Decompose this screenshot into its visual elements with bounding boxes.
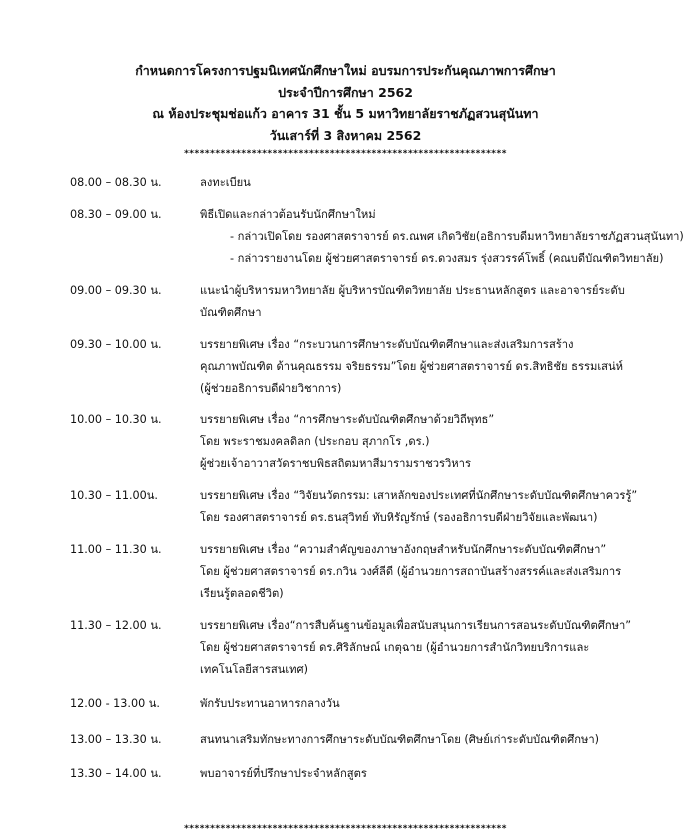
schedule-line: - กล่าวรายงานโดย ผู้ช่วยศาสตราจารย์ ดร.ดวงสมร รุ่งสวรรค์โพธิ์ (คณบดีบัณฑิตวิทยาลัย) [230, 251, 664, 265]
schedule-line: (ผู้ช่วยอธิการบดีฝ่ายวิชาการ) [200, 381, 342, 395]
schedule-line: โดย พระราชมงคลดิลก (ประกอบ สุภากโร ,ดร.) [200, 434, 430, 448]
schedule-line: คุณภาพบัณฑิต ด้านคุณธรรม จริยธรรม”โดย ผู้ช่วยศาสตราจารย์ ดร.สิทธิชัย ธรรมเสน่ห์ [200, 359, 624, 373]
schedule-line: บรรยายพิเศษ เรื่อง “ความสำคัญของภาษาอังกฤษสำหรับนักศึกษาระดับบัณฑิตศึกษา” [200, 543, 607, 556]
schedule-line: พิธีเปิดและกล่าวต้อนรับนักศึกษาใหม่ [200, 208, 376, 221]
footer-divider: ************************************************************** [184, 824, 507, 834]
schedule-line: บรรยายพิเศษ เรื่อง “กระบวนการศึกษาระดับบัณฑิตศึกษาและส่งเสริมการสร้าง [200, 338, 574, 351]
schedule-time: 11.30 – 12.00 น. [70, 619, 162, 632]
schedule-time: 10.30 – 11.00น. [70, 489, 158, 502]
schedule-content [200, 172, 660, 194]
schedule-time: 10.00 – 10.30 น. [70, 413, 162, 426]
schedule-time: 08.00 – 08.30 น. [70, 176, 162, 189]
schedule-line: พบอาจารย์ที่ปรึกษาประจำหลักสูตร [200, 767, 367, 780]
schedule-line: พักรับประทานอาหารกลางวัน [200, 697, 340, 710]
schedule-line: ลงทะเบียน [200, 176, 251, 189]
schedule-content [200, 729, 660, 751]
schedule-line: เทคโนโลยีสารสนเทศ) [200, 662, 309, 676]
schedule-line: โดย รองศาสตราจารย์ ดร.ธนสุวิทย์ ทับหิรัญรักษ์ (รองอธิการบดีฝ่ายวิจัยและพัฒนา) [200, 510, 598, 524]
schedule-line: บรรยายพิเศษ เรื่อง “วิจัยนวัตกรรม: เสาหลักของประเทศที่นักศึกษาระดับบัณฑิตศึกษาควรรู้” [200, 489, 638, 502]
schedule-content [200, 204, 684, 269]
schedule-time: 08.30 – 09.00 น. [70, 208, 162, 221]
schedule-line: บรรยายพิเศษ เรื่อง “การศึกษาระดับบัณฑิตศึกษาด้วยวิถีพุทธ” [200, 413, 495, 426]
schedule-line: บรรยายพิเศษ เรื่อง“การสืบค้นฐานข้อมูลเพื่อสนับสนุนการเรียนการสอนระดับบัณฑิตศึกษา” [200, 619, 632, 632]
schedule-time: 13.30 – 14.00 น. [70, 767, 162, 780]
schedule-line: เรียนรู้ตลอดชีวิต) [200, 586, 284, 600]
schedule-content [200, 409, 660, 474]
schedule-content [200, 615, 660, 680]
schedule-time: 09.00 – 09.30 น. [70, 284, 162, 297]
schedule-time: 12.00 - 13.00 น. [70, 697, 160, 710]
schedule-content [200, 539, 660, 604]
schedule-line: - กล่าวเปิดโดย รองศาสตราจารย์ ดร.ณพศ เกิดวิชัย(อธิการบดีมหาวิทยาลัยราชภัฏสวนสุนันทา) [230, 229, 684, 243]
schedule-content [200, 280, 660, 324]
header-divider: ************************************************************** [184, 149, 507, 159]
schedule-content [200, 485, 660, 529]
schedule-line: แนะนำผู้บริหารมหาวิทยาลัย ผู้บริหารบัณฑิตวิทยาลัย ประธานหลักสูตร และอาจารย์ระดับ [200, 284, 625, 297]
header-title: กำหนดการโครงการปฐมนิเทศนักศึกษาใหม่ อบรมการประกันคุณภาพการศึกษา [135, 63, 556, 78]
schedule-content [200, 334, 660, 399]
schedule-time: 13.00 – 13.30 น. [70, 733, 162, 746]
schedule-line: โดย ผู้ช่วยศาสตราจารย์ ดร.กวิน วงศ์ลีดี (ผู้อำนวยการสถาบันสร้างสรรค์และส่งเสริมการ [200, 564, 622, 578]
schedule-line: โดย ผู้ช่วยศาสตราจารย์ ดร.ศิริลักษณ์ เกตุฉาย (ผู้อำนวยการสำนักวิทยบริการและ [200, 640, 590, 654]
schedule-line: ผู้ช่วยเจ้าอาวาสวัดราชบพิธสถิตมหาสีมารามราชวรวิหาร [200, 456, 471, 470]
header-date: วันเสาร์ที่ 3 สิงหาคม 2562 [269, 127, 422, 143]
document-header [0, 60, 691, 162]
schedule-line: บัณฑิตศึกษา [200, 305, 262, 319]
header-academic-year: ประจำปีการศึกษา 2562 [278, 84, 413, 100]
schedule-time: 09.30 – 10.00 น. [70, 338, 162, 351]
schedule-content [200, 693, 660, 715]
header-venue: ณ ห้องประชุมช่อแก้ว อาคาร 31 ชั้น 5 มหาวิทยาลัยราชภัฏสวนสุนันทา [152, 106, 539, 121]
schedule-content [200, 763, 660, 785]
schedule-time: 11.00 – 11.30 น. [70, 543, 162, 556]
schedule-line: สนทนาเสริมทักษะทางการศึกษาระดับบัณฑิตศึกษาโดย (ศิษย์เก่าระดับบัณฑิตศึกษา) [200, 733, 599, 746]
